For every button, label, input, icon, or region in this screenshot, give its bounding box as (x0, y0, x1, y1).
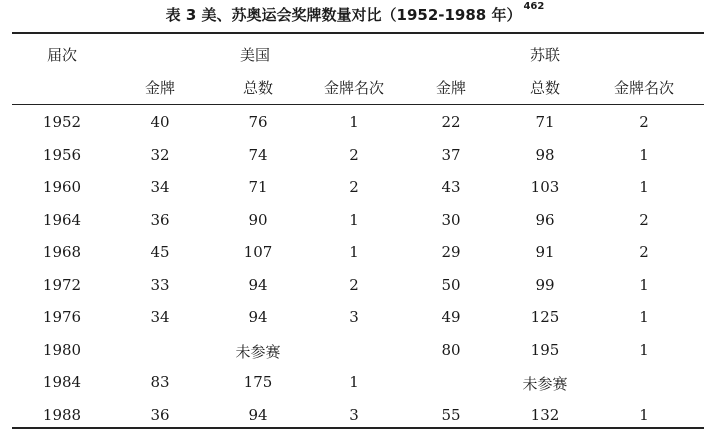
cell-usa-rank: 2 (349, 275, 359, 294)
cell-ussr-rank: 1 (639, 308, 649, 326)
cell-ussr-total: 195 (530, 340, 560, 359)
cell-ussr-total: 98 (535, 145, 555, 164)
cell-ussr-total: 132 (530, 405, 560, 424)
cell-usa-rank: 2 (349, 145, 359, 164)
cell-ussr-rank: 2 (639, 243, 649, 261)
cell-usa-total: 175 (243, 373, 273, 391)
cell-year: 1964 (42, 210, 82, 229)
cell-usa-gold: 83 (150, 373, 170, 391)
header-period: 届次 (46, 46, 78, 64)
cell-year: 1988 (42, 405, 82, 424)
cell-ussr-total: 91 (535, 243, 555, 261)
cell-ussr-rank: 1 (639, 275, 649, 294)
cell-usa-total: 76 (248, 113, 268, 131)
cell-year: 1968 (42, 243, 82, 261)
table-row (0, 341, 710, 374)
cell-ussr-rank: 1 (639, 405, 649, 424)
table-row (0, 243, 710, 276)
cell-usa-gold: 34 (150, 178, 170, 196)
cell-ussr-rank: 1 (639, 340, 649, 359)
cell-usa-total: 71 (248, 178, 268, 196)
cell-usa-gold: 34 (150, 308, 170, 326)
cell-ussr-total: 71 (535, 113, 555, 131)
table-row (0, 373, 710, 406)
cell-ussr-rank: 1 (639, 145, 649, 164)
cell-year: 1956 (42, 145, 82, 164)
table-caption (0, 1, 710, 25)
cell-year: 1952 (42, 113, 82, 131)
cell-ussr-gold: 43 (441, 178, 461, 196)
table-row (0, 178, 710, 211)
subheader-ussr-gold: 金牌 (435, 79, 467, 97)
cell-year: 1972 (42, 275, 82, 294)
table-title: 表 3 美、苏奥运会奖牌数量对比（1952-1988 年） (165, 6, 522, 24)
cell-year: 1976 (42, 308, 82, 326)
cell-usa-total: 94 (248, 308, 268, 326)
table-row (0, 276, 710, 309)
cell-ussr-gold: 49 (441, 308, 461, 326)
cell-ussr-rank: 2 (639, 113, 649, 131)
cell-usa-rank: 1 (349, 373, 359, 391)
cell-usa-total: 94 (248, 275, 268, 294)
table-row (0, 113, 710, 146)
cell-ussr-gold: 37 (441, 145, 461, 164)
cell-usa-rank: 1 (349, 210, 359, 229)
header-usa: 美国 (239, 46, 271, 64)
cell-ussr-gold: 29 (441, 243, 461, 261)
table-row (0, 308, 710, 341)
cell-usa-gold: 33 (150, 275, 170, 294)
cell-ussr-gold: 30 (441, 210, 461, 229)
subheader-usa-rank: 金牌名次 (323, 79, 385, 97)
bottom-rule (12, 427, 704, 429)
cell-ussr-total: 103 (530, 178, 560, 196)
cell-usa-total: 90 (248, 210, 268, 229)
footnote-marker: 462 (523, 1, 545, 12)
cell-usa-gold: 32 (150, 145, 170, 164)
cell-usa-gold: 40 (150, 113, 170, 131)
cell-ussr-gold: 80 (441, 340, 461, 359)
cell-ussr-gold: 55 (441, 405, 461, 424)
cell-usa-total: 107 (243, 243, 273, 261)
cell-ussr-total: 96 (535, 210, 555, 229)
subheader-usa-gold: 金牌 (144, 79, 176, 97)
cell-ussr-rank: 1 (639, 178, 649, 196)
cell-usa-rank: 3 (349, 405, 359, 424)
cell-usa-rank: 1 (349, 243, 359, 261)
cell-usa-gold: 36 (150, 210, 170, 229)
cell-usa-total: 94 (248, 405, 268, 424)
cell-year: 1980 (42, 340, 82, 359)
cell-usa-gold: 36 (150, 405, 170, 424)
cell-ussr-total: 125 (530, 308, 560, 326)
subheader-ussr-total: 总数 (529, 79, 561, 97)
cell-ussr-total: 99 (535, 275, 555, 294)
top-rule (12, 32, 704, 34)
subheader-usa-total: 总数 (242, 79, 274, 97)
cell-ussr-note: 未参赛 (522, 375, 568, 393)
cell-ussr-gold: 22 (441, 113, 461, 131)
header-rule (12, 104, 704, 105)
header-ussr: 苏联 (529, 46, 561, 64)
table-row (0, 146, 710, 179)
cell-year: 1984 (42, 373, 82, 391)
cell-usa-total: 74 (248, 145, 268, 164)
cell-ussr-rank: 2 (639, 210, 649, 229)
cell-usa-gold: 45 (150, 243, 170, 261)
table-row (0, 211, 710, 244)
cell-usa-rank: 3 (349, 308, 359, 326)
cell-ussr-gold: 50 (441, 275, 461, 294)
cell-usa-rank: 2 (349, 178, 359, 196)
cell-usa-rank: 1 (349, 113, 359, 131)
subheader-ussr-rank: 金牌名次 (613, 79, 675, 97)
cell-year: 1960 (42, 178, 82, 196)
cell-usa-note: 未参赛 (235, 342, 281, 361)
